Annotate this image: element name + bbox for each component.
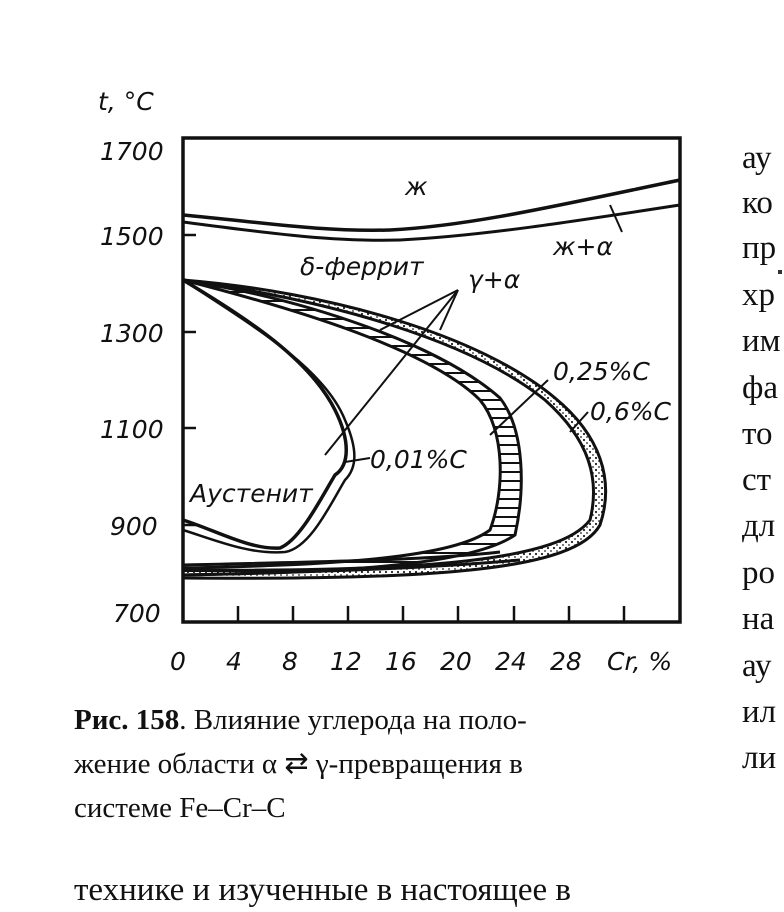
y-tick-label: 1500: [100, 222, 164, 251]
right-column-line: ко: [742, 185, 773, 221]
right-column-line: ро: [742, 555, 775, 591]
stray-dot: [778, 270, 782, 274]
x-tick-label: 12: [330, 647, 362, 676]
y-tick-label: 900: [110, 512, 158, 541]
region-label-austenite: Аустенит: [190, 479, 313, 508]
right-column-line: то: [742, 416, 773, 452]
figure-number: Рис. 158: [74, 704, 180, 736]
right-column-line: на: [742, 601, 775, 637]
y-tick-label: 700: [113, 599, 161, 628]
caption-line-1: . Влияние углерода на поло-: [179, 704, 527, 736]
x-tick-label: 16: [385, 647, 417, 676]
right-column-line: дл: [742, 508, 776, 544]
body-text-line: технике и изученные в настоящее в: [74, 872, 571, 908]
right-column-line: хр: [742, 277, 775, 313]
x-tick-label: 28: [550, 647, 582, 676]
right-column-line: ау: [742, 140, 772, 176]
right-column-line: ст: [742, 462, 772, 498]
x-axis-title: Cr, %: [607, 647, 673, 676]
right-column-line: пр: [742, 230, 777, 266]
y-tick-label: 1700: [100, 137, 164, 166]
right-column-line: им: [742, 323, 781, 359]
x-ticks: [238, 606, 624, 622]
region-label-gamma-alpha: γ+α: [468, 265, 521, 294]
curve-0-6-percent-band: [183, 280, 606, 578]
y-ticks: [183, 138, 196, 525]
x-tick-label: 20: [440, 647, 472, 676]
x-tick-label: 4: [226, 647, 242, 676]
x-tick-label: 0: [170, 647, 186, 676]
region-label-liquid: ж: [405, 172, 428, 201]
y-tick-label: 1300: [100, 319, 164, 348]
region-label-liquid-alpha: ж+α: [553, 232, 613, 261]
caption-line-3: системе Fe–Cr–C: [74, 792, 286, 824]
x-tick-labels: [170, 647, 582, 676]
curve-label-0-6: 0,6%C: [590, 397, 671, 426]
curve-label-0-25: 0,25%C: [553, 357, 650, 386]
y-tick-label: 1100: [100, 415, 164, 444]
right-column-line: фа: [742, 370, 779, 406]
y-tick-labels: [100, 137, 164, 628]
caption-line-2: жение области α ⇄ γ-превращения в: [74, 748, 523, 780]
x-tick-label: 8: [282, 647, 298, 676]
region-label-delta-ferrite: δ-феррит: [300, 252, 424, 281]
right-column-line: ау: [742, 648, 772, 684]
right-column-line: ли: [742, 740, 777, 776]
y-axis-title: t, °C: [98, 87, 154, 116]
curve-label-0-01: 0,01%C: [370, 445, 467, 474]
x-tick-label: 24: [495, 647, 527, 676]
right-column-line: ил: [742, 694, 777, 730]
curve-0-25-percent-band: [183, 280, 521, 575]
figure-caption: [74, 698, 674, 830]
